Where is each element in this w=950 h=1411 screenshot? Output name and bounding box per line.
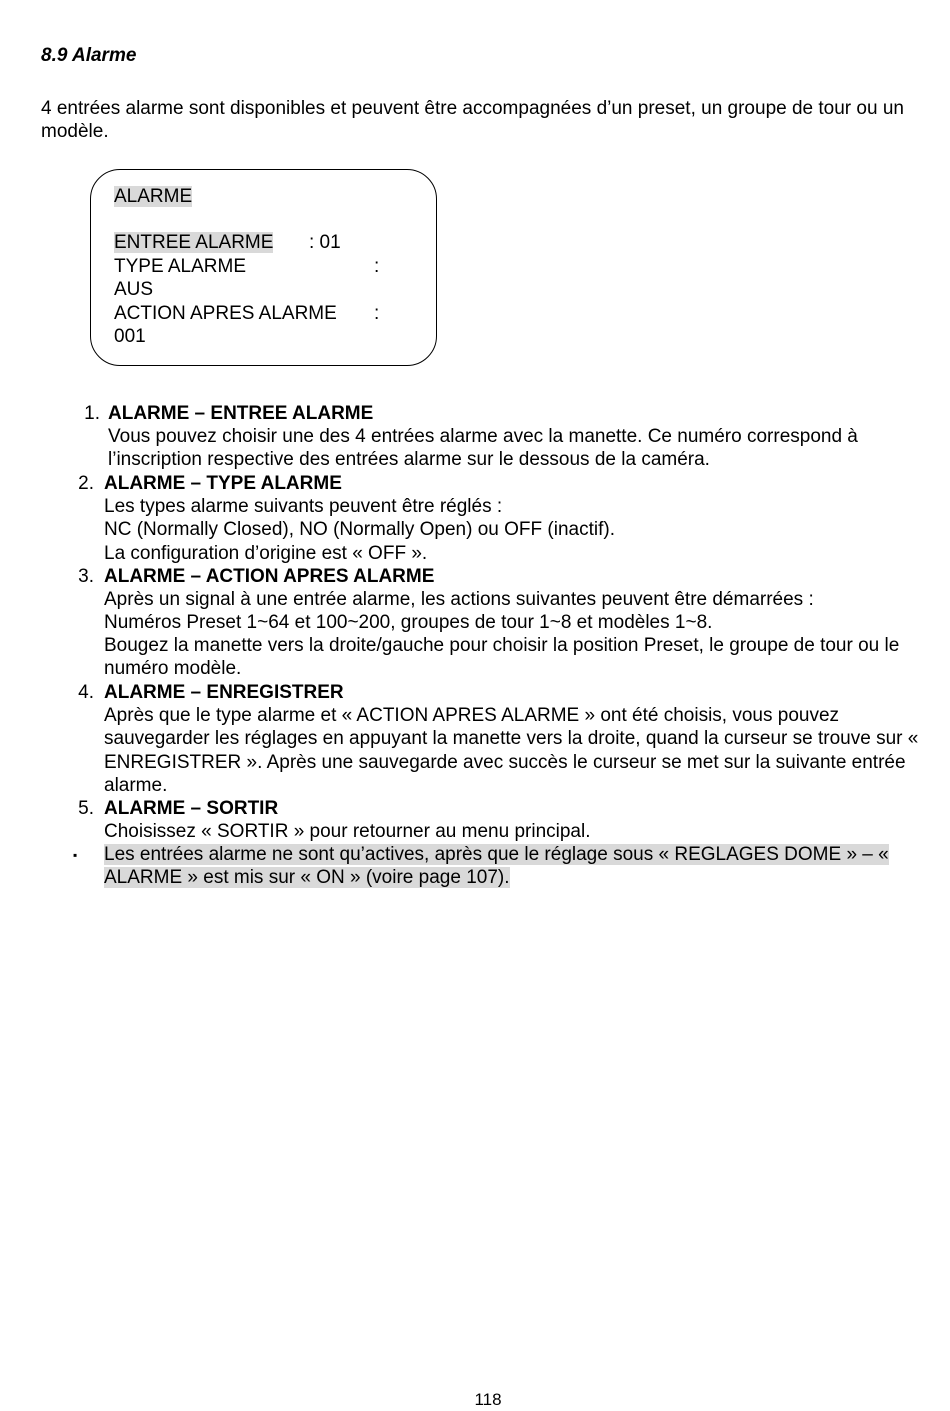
item-title-1: ALARME – ENTREE ALARME	[108, 403, 374, 424]
menu-row-action	[114, 302, 380, 325]
menu-title-row	[114, 185, 192, 208]
item-number-1: 1.	[84, 403, 100, 424]
item-number-5: 5.	[78, 798, 94, 819]
note-text: Les entrées alarme ne sont qu’actives, après que le réglage sous « REGLAGES DOME » – « ALARME » est mis sur « ON » (voire page 107).	[104, 844, 889, 889]
item-body-1: Vous pouvez choisir une des 4 entrées alarme avec la manette. Ce numéro correspond à l’inscription respective des entrées alarme sur le dessous de la caméra.	[108, 426, 858, 471]
menu-row-001	[114, 325, 146, 348]
menu-row-value: :	[374, 303, 380, 324]
item-number-3: 3.	[78, 566, 94, 587]
item-line: Les types alarme suivants peuvent être réglés :	[104, 496, 503, 517]
menu-row-label: AUS	[114, 279, 154, 300]
page-number: 118	[474, 1390, 502, 1409]
item-title-5: ALARME – SORTIR	[104, 798, 279, 819]
item-number-4: 4.	[78, 682, 94, 703]
menu-row-label: ACTION APRES ALARME	[114, 303, 337, 324]
item-title-4: ALARME – ENREGISTRER	[104, 682, 344, 703]
item-title-3: ALARME – ACTION APRES ALARME	[104, 566, 435, 587]
item-line: La configuration d’origine est « OFF ».	[104, 543, 428, 564]
item-line: NC (Normally Closed), NO (Normally Open) ou OFF (inactif).	[104, 519, 615, 540]
menu-row-value: : 01	[309, 232, 341, 253]
intro-paragraph: 4 entrées alarme sont disponibles et peuvent être accompagnées d’un preset, un groupe de tour ou un modèle.	[41, 98, 904, 143]
item-line: Après un signal à une entrée alarme, les actions suivantes peuvent être démarrées :	[104, 589, 814, 610]
note-text-container	[104, 843, 934, 890]
bullet-icon: ▪	[73, 848, 78, 862]
menu-row-value: :	[374, 256, 380, 277]
item-title-2: ALARME – TYPE ALARME	[104, 473, 342, 494]
menu-row-label: TYPE ALARME	[114, 256, 246, 277]
item-line: Numéros Preset 1~64 et 100~200, groupes de tour 1~8 et modèles 1~8.	[104, 612, 713, 633]
section-heading: 8.9 Alarme	[41, 45, 137, 66]
menu-row-type	[114, 255, 380, 278]
menu-title: ALARME	[114, 186, 193, 207]
item-body-4: Après que le type alarme et « ACTION APRES ALARME » ont été choisis, vous pouvez sauvegarder les réglages en appuyant la manette vers la droite, quand la curseur se trouve sur « ENREGISTRER ». Après une sauvegarde avec succès le curseur se met sur la suivante entrée alarme.	[104, 705, 919, 796]
item-number-2: 2.	[78, 473, 94, 494]
item-line: Bougez la manette vers la droite/gauche pour choisir la position Preset, le groupe de tour ou le numéro modèle.	[104, 635, 900, 680]
menu-row-entree	[114, 231, 341, 254]
menu-row-aus	[114, 278, 153, 301]
menu-row-label: ENTREE ALARME	[114, 232, 274, 253]
item-body-5: Choisissez « SORTIR » pour retourner au menu principal.	[104, 821, 591, 842]
menu-row-label: 001	[114, 326, 146, 347]
